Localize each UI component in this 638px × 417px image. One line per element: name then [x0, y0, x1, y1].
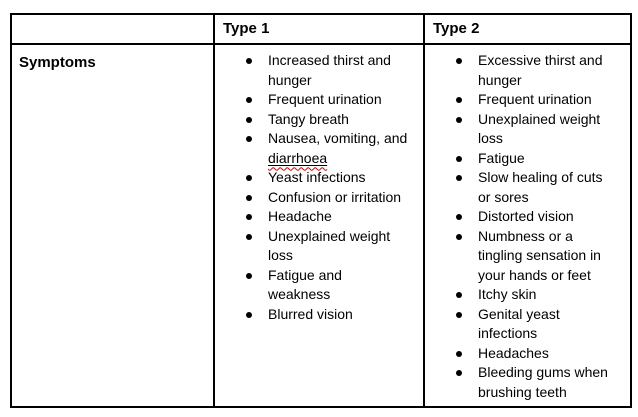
type1-symptoms-list: [222, 51, 418, 324]
symptom-item: Fatigue and weakness: [268, 266, 418, 305]
symptom-item: Nausea, vomiting, and diarrhoea: [268, 129, 418, 168]
symptoms-label-cell: [11, 44, 214, 407]
symptom-item: Headaches: [478, 344, 625, 364]
type2-symptoms-cell: [424, 44, 631, 407]
symptom-item: Unexplained weight loss: [268, 227, 418, 266]
type2-symptoms-list: [432, 51, 625, 402]
symptom-item: Tangy breath: [268, 110, 418, 130]
symptom-item: Frequent urination: [268, 90, 418, 110]
symptoms-row: [11, 44, 631, 407]
symptom-item: Bleeding gums when brushing teeth: [478, 363, 625, 402]
symptom-item: Genital yeast infections: [478, 305, 625, 344]
symptom-item: Excessive thirst and hunger: [478, 51, 625, 90]
symptom-item: Confusion or irritation: [268, 188, 418, 208]
type2-header-cell: Type 2: [424, 14, 631, 44]
symptom-item: Frequent urination: [478, 90, 625, 110]
type1-symptoms-cell: [214, 44, 424, 407]
symptoms-label: Symptoms: [19, 54, 96, 71]
header-row: [11, 14, 631, 44]
misspelled-word[interactable]: diarrhoea: [268, 149, 328, 166]
symptom-item: Numbness or a tingling sensation in your hands or feet: [478, 227, 625, 286]
symptom-item: Yeast infections: [268, 168, 418, 188]
diabetes-comparison-table: [10, 13, 632, 408]
symptom-item: Blurred vision: [268, 305, 418, 325]
corner-cell: [11, 14, 214, 44]
symptom-item: Distorted vision: [478, 207, 625, 227]
symptom-item: Slow healing of cuts or sores: [478, 168, 625, 207]
type1-header-cell: Type 1: [214, 14, 424, 44]
symptom-item: Fatigue: [478, 149, 625, 169]
symptom-item: Itchy skin: [478, 285, 625, 305]
symptom-item: Increased thirst and hunger: [268, 51, 418, 90]
symptom-item: Unexplained weight loss: [478, 110, 625, 149]
symptom-item: Headache: [268, 207, 418, 227]
